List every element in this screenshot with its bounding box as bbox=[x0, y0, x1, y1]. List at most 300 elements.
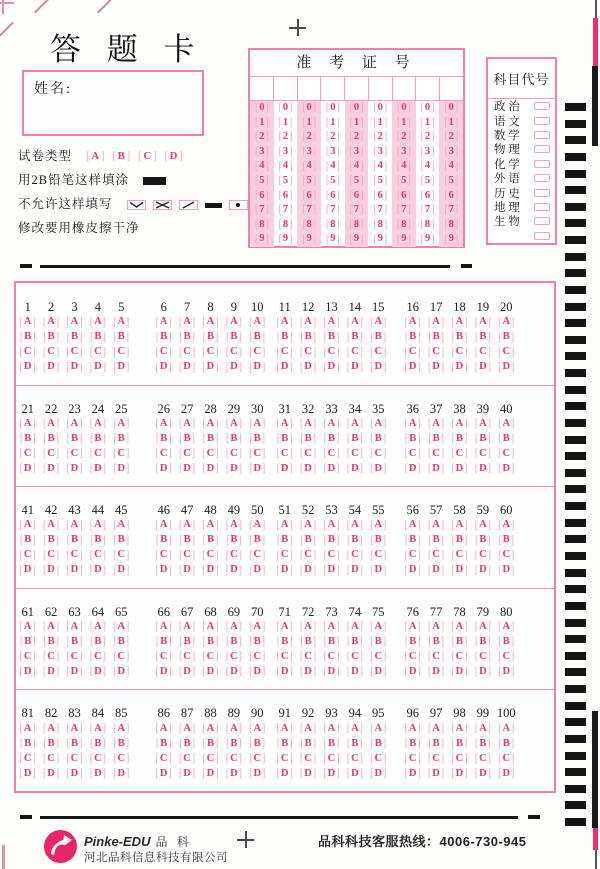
bubble-q20-D[interactable] bbox=[498, 362, 514, 373]
bubble-q90-D[interactable] bbox=[249, 766, 266, 780]
ticket-digit-col5-6[interactable] bbox=[349, 188, 364, 202]
bubble-q43-D[interactable] bbox=[66, 565, 82, 576]
bubble-q30-C[interactable] bbox=[249, 446, 266, 461]
bubble-q48-A[interactable] bbox=[202, 520, 218, 531]
ticket-digit-col8-3[interactable] bbox=[420, 144, 435, 159]
bubble-q57-B[interactable] bbox=[428, 535, 444, 546]
bubble-q4-C[interactable] bbox=[90, 347, 106, 358]
bubble-q58-C[interactable] bbox=[451, 550, 467, 561]
bubble-q28-C[interactable] bbox=[202, 446, 219, 461]
bubble-q39-D[interactable] bbox=[474, 461, 491, 476]
bubble-q85-D[interactable] bbox=[113, 766, 130, 780]
ticket-digit-col5-4[interactable] bbox=[350, 161, 364, 172]
bubble-q79-B[interactable] bbox=[475, 637, 491, 648]
bubble-q2-C[interactable] bbox=[43, 347, 59, 358]
bubble-q42-D[interactable] bbox=[43, 565, 59, 576]
bubble-q82-B[interactable] bbox=[43, 736, 59, 750]
bubble-q83-A[interactable] bbox=[66, 721, 83, 735]
bubble-q91-D[interactable] bbox=[276, 766, 293, 780]
bubble-q50-D[interactable] bbox=[249, 565, 265, 576]
bubble-q18-B[interactable] bbox=[452, 332, 468, 343]
bubble-q94-A[interactable] bbox=[346, 721, 363, 735]
bubble-q68-D[interactable] bbox=[202, 667, 218, 678]
bubble-q33-B[interactable] bbox=[323, 431, 340, 446]
ticket-digit-col6-3[interactable] bbox=[373, 144, 388, 159]
bubble-q13-A[interactable] bbox=[323, 317, 339, 328]
bubble-q55-C[interactable] bbox=[370, 550, 386, 561]
bubble-q67-A[interactable] bbox=[179, 622, 195, 633]
bubble-q98-A[interactable] bbox=[451, 721, 468, 735]
bubble-q7-C[interactable] bbox=[179, 347, 195, 358]
bubble-q85-C[interactable] bbox=[113, 751, 130, 765]
bubble-q26-D[interactable] bbox=[155, 461, 172, 476]
ticket-digit-col7-9[interactable] bbox=[397, 234, 411, 245]
ticket-write-cell-2[interactable] bbox=[273, 77, 297, 100]
bubble-q19-D[interactable] bbox=[475, 362, 491, 373]
bubble-q10-C[interactable] bbox=[249, 347, 265, 358]
ticket-digit-col4-2[interactable] bbox=[326, 132, 340, 143]
bubble-q21-B[interactable] bbox=[19, 431, 36, 446]
bubble-q93-A[interactable] bbox=[323, 721, 340, 735]
bubble-q79-C[interactable] bbox=[475, 652, 491, 663]
bubble-q5-D[interactable] bbox=[113, 362, 129, 373]
bubble-q59-D[interactable] bbox=[475, 565, 491, 576]
bubble-q89-A[interactable] bbox=[225, 721, 242, 735]
paper-type-bubble-D[interactable] bbox=[164, 149, 184, 164]
subject-bubble-数学[interactable] bbox=[534, 131, 550, 139]
ticket-digit-col4-5[interactable] bbox=[326, 176, 340, 187]
bubble-q20-A[interactable] bbox=[498, 317, 514, 328]
ticket-digit-col1-5[interactable] bbox=[255, 176, 269, 187]
bubble-q92-B[interactable] bbox=[300, 736, 316, 750]
ticket-write-cell-5[interactable] bbox=[344, 77, 368, 100]
bubble-q70-A[interactable] bbox=[249, 622, 265, 633]
bubble-q71-A[interactable] bbox=[277, 622, 293, 633]
bubble-q21-A[interactable] bbox=[19, 416, 36, 431]
bubble-q62-D[interactable] bbox=[43, 667, 59, 678]
bubble-q38-A[interactable] bbox=[451, 416, 468, 431]
bubble-q27-D[interactable] bbox=[178, 461, 196, 476]
bubble-q38-B[interactable] bbox=[451, 431, 468, 446]
bubble-q39-A[interactable] bbox=[474, 416, 491, 431]
bubble-q58-A[interactable] bbox=[451, 520, 467, 531]
bubble-q49-B[interactable] bbox=[226, 535, 242, 546]
bubble-q26-B[interactable] bbox=[155, 431, 172, 446]
ticket-digit-col3-1[interactable] bbox=[302, 115, 317, 129]
bubble-q83-C[interactable] bbox=[66, 751, 83, 765]
bubble-q98-D[interactable] bbox=[451, 766, 468, 780]
bubble-q93-B[interactable] bbox=[323, 736, 340, 750]
bubble-q79-A[interactable] bbox=[475, 622, 491, 633]
bubble-q98-C[interactable] bbox=[451, 751, 468, 765]
bubble-q41-C[interactable] bbox=[20, 550, 36, 561]
bubble-q68-B[interactable] bbox=[203, 637, 219, 648]
bubble-q46-A[interactable] bbox=[156, 520, 172, 531]
ticket-digit-col2-1[interactable] bbox=[278, 115, 293, 129]
paper-type-bubble-B[interactable] bbox=[112, 149, 132, 164]
bubble-q60-C[interactable] bbox=[498, 550, 514, 561]
bubble-q40-C[interactable] bbox=[498, 446, 515, 461]
bubble-q71-D[interactable] bbox=[277, 667, 293, 678]
bubble-q61-B[interactable] bbox=[20, 637, 36, 648]
bubble-q10-D[interactable] bbox=[249, 362, 265, 373]
ticket-write-cell-8[interactable] bbox=[415, 77, 439, 100]
bubble-q40-A[interactable] bbox=[498, 416, 515, 431]
bubble-q49-D[interactable] bbox=[226, 565, 242, 576]
bubble-q42-C[interactable] bbox=[43, 550, 59, 561]
bubble-q97-D[interactable] bbox=[427, 766, 445, 780]
bubble-q5-A[interactable] bbox=[113, 317, 129, 328]
bubble-q3-C[interactable] bbox=[66, 347, 82, 358]
bubble-q63-A[interactable] bbox=[66, 622, 82, 633]
bubble-q12-D[interactable] bbox=[300, 362, 316, 373]
bubble-q90-C[interactable] bbox=[249, 751, 266, 765]
bubble-q65-B[interactable] bbox=[113, 637, 129, 648]
ticket-digit-col3-6[interactable] bbox=[302, 188, 317, 202]
ticket-digit-col5-7[interactable] bbox=[350, 205, 364, 216]
bubble-q84-D[interactable] bbox=[89, 766, 106, 780]
bubble-q63-B[interactable] bbox=[67, 637, 83, 648]
bubble-q24-B[interactable] bbox=[90, 431, 106, 446]
bubble-q10-A[interactable] bbox=[249, 317, 265, 328]
bubble-q13-D[interactable] bbox=[323, 362, 339, 373]
bubble-q23-C[interactable] bbox=[66, 446, 83, 461]
bubble-q59-C[interactable] bbox=[475, 550, 491, 561]
bubble-q31-B[interactable] bbox=[276, 431, 293, 446]
bubble-q32-C[interactable] bbox=[299, 446, 317, 461]
bubble-q17-D[interactable] bbox=[428, 362, 444, 373]
bubble-q29-D[interactable] bbox=[225, 461, 242, 476]
bubble-q63-C[interactable] bbox=[66, 652, 82, 663]
ticket-digit-col3-2[interactable] bbox=[302, 132, 316, 143]
bubble-q58-D[interactable] bbox=[451, 565, 467, 576]
ticket-digit-col6-0[interactable] bbox=[373, 103, 387, 114]
ticket-digit-col8-0[interactable] bbox=[421, 103, 435, 114]
bubble-q73-B[interactable] bbox=[324, 637, 340, 648]
bubble-q87-B[interactable] bbox=[179, 736, 195, 750]
bubble-q41-A[interactable] bbox=[20, 520, 36, 531]
bubble-q27-A[interactable] bbox=[178, 416, 196, 431]
bubble-q22-D[interactable] bbox=[42, 461, 60, 476]
bubble-q14-A[interactable] bbox=[347, 317, 363, 328]
bubble-q30-A[interactable] bbox=[249, 416, 266, 431]
bubble-q36-A[interactable] bbox=[404, 416, 421, 431]
bubble-q15-D[interactable] bbox=[370, 362, 386, 373]
bubble-q81-C[interactable] bbox=[19, 751, 36, 765]
bubble-q84-B[interactable] bbox=[90, 736, 106, 750]
bubble-q41-D[interactable] bbox=[20, 565, 36, 576]
bubble-q52-D[interactable] bbox=[300, 565, 316, 576]
ticket-digit-col5-8[interactable] bbox=[349, 217, 364, 232]
subject-bubble-生物[interactable] bbox=[534, 217, 550, 225]
bubble-q83-B[interactable] bbox=[66, 736, 83, 750]
bubble-q44-A[interactable] bbox=[90, 520, 106, 531]
bubble-q22-B[interactable] bbox=[43, 431, 59, 446]
ticket-write-cell-7[interactable] bbox=[392, 77, 416, 100]
bubble-q48-C[interactable] bbox=[202, 550, 218, 561]
bubble-q51-C[interactable] bbox=[277, 550, 293, 561]
ticket-digit-col3-4[interactable] bbox=[302, 161, 316, 172]
ticket-digit-col1-1[interactable] bbox=[254, 115, 269, 129]
bubble-q76-D[interactable] bbox=[405, 667, 421, 678]
bubble-q19-C[interactable] bbox=[475, 347, 491, 358]
bubble-q80-A[interactable] bbox=[498, 622, 514, 633]
bubble-q11-B[interactable] bbox=[277, 332, 293, 343]
bubble-q8-C[interactable] bbox=[202, 347, 218, 358]
bubble-q61-D[interactable] bbox=[20, 667, 36, 678]
bubble-q93-C[interactable] bbox=[323, 751, 340, 765]
bubble-q26-A[interactable] bbox=[155, 416, 172, 431]
bubble-q40-B[interactable] bbox=[498, 431, 515, 446]
bubble-q36-B[interactable] bbox=[404, 431, 421, 446]
bubble-q1-C[interactable] bbox=[20, 347, 36, 358]
subject-bubble-历史[interactable] bbox=[534, 189, 550, 197]
bubble-q55-D[interactable] bbox=[370, 565, 386, 576]
ticket-digit-col8-2[interactable] bbox=[421, 132, 435, 143]
bubble-q98-B[interactable] bbox=[451, 736, 468, 750]
ticket-digit-col3-5[interactable] bbox=[302, 176, 316, 187]
bubble-q34-A[interactable] bbox=[346, 416, 363, 431]
ticket-digit-col3-8[interactable] bbox=[302, 217, 317, 232]
bubble-q39-C[interactable] bbox=[474, 446, 491, 461]
ticket-digit-col7-2[interactable] bbox=[397, 132, 411, 143]
bubble-q77-A[interactable] bbox=[428, 622, 444, 633]
bubble-q73-D[interactable] bbox=[323, 667, 339, 678]
ticket-digit-col2-7[interactable] bbox=[279, 205, 293, 216]
bubble-q32-B[interactable] bbox=[300, 431, 316, 446]
bubble-q85-B[interactable] bbox=[113, 736, 130, 750]
bubble-q14-C[interactable] bbox=[347, 347, 363, 358]
bubble-q29-C[interactable] bbox=[225, 446, 242, 461]
subject-bubble-语文[interactable] bbox=[534, 117, 550, 125]
bubble-q8-D[interactable] bbox=[202, 362, 218, 373]
bubble-q44-C[interactable] bbox=[90, 550, 106, 561]
bubble-q50-B[interactable] bbox=[249, 535, 265, 546]
bubble-q76-A[interactable] bbox=[405, 622, 421, 633]
bubble-q88-D[interactable] bbox=[202, 766, 219, 780]
bubble-q15-B[interactable] bbox=[370, 332, 386, 343]
bubble-q11-A[interactable] bbox=[277, 317, 293, 328]
bubble-q36-C[interactable] bbox=[404, 446, 421, 461]
bubble-q92-A[interactable] bbox=[299, 721, 317, 735]
paper-type-bubble-C[interactable] bbox=[138, 149, 158, 164]
bubble-q6-A[interactable] bbox=[156, 317, 172, 328]
bubble-q65-D[interactable] bbox=[113, 667, 129, 678]
bubble-q35-B[interactable] bbox=[370, 431, 387, 446]
ticket-digit-col1-0[interactable] bbox=[255, 103, 269, 114]
bubble-q35-C[interactable] bbox=[370, 446, 387, 461]
bubble-q74-D[interactable] bbox=[347, 667, 363, 678]
bubble-q6-D[interactable] bbox=[156, 362, 172, 373]
bubble-q1-A[interactable] bbox=[20, 317, 36, 328]
ticket-digit-col9-1[interactable] bbox=[444, 115, 459, 129]
bubble-q32-A[interactable] bbox=[299, 416, 317, 431]
bubble-q78-D[interactable] bbox=[451, 667, 467, 678]
ticket-digit-col6-1[interactable] bbox=[373, 115, 388, 129]
ticket-digit-col3-0[interactable] bbox=[302, 103, 316, 114]
bubble-q89-D[interactable] bbox=[225, 766, 242, 780]
bubble-q16-B[interactable] bbox=[405, 332, 421, 343]
bubble-q71-B[interactable] bbox=[277, 637, 293, 648]
bubble-q80-B[interactable] bbox=[498, 637, 514, 648]
ticket-digit-col1-8[interactable] bbox=[254, 217, 269, 232]
bubble-q83-D[interactable] bbox=[66, 766, 83, 780]
bubble-q28-D[interactable] bbox=[202, 461, 219, 476]
bubble-q14-D[interactable] bbox=[347, 362, 363, 373]
bubble-q99-C[interactable] bbox=[474, 751, 491, 765]
bubble-q53-B[interactable] bbox=[324, 535, 340, 546]
bubble-q45-A[interactable] bbox=[113, 520, 129, 531]
bubble-q29-B[interactable] bbox=[226, 431, 242, 446]
bubble-q27-B[interactable] bbox=[179, 431, 195, 446]
bubble-q9-C[interactable] bbox=[226, 347, 242, 358]
bubble-q39-B[interactable] bbox=[475, 431, 491, 446]
ticket-digit-col9-6[interactable] bbox=[444, 188, 459, 202]
bubble-q66-A[interactable] bbox=[156, 622, 172, 633]
ticket-digit-col2-0[interactable] bbox=[279, 103, 293, 114]
bubble-q9-A[interactable] bbox=[226, 317, 242, 328]
ticket-digit-col2-3[interactable] bbox=[278, 144, 293, 159]
ticket-digit-col3-3[interactable] bbox=[302, 144, 317, 159]
bubble-q47-B[interactable] bbox=[179, 535, 195, 546]
bubble-q33-C[interactable] bbox=[323, 446, 340, 461]
bubble-q59-A[interactable] bbox=[475, 520, 491, 531]
bubble-q7-D[interactable] bbox=[179, 362, 195, 373]
bubble-q2-B[interactable] bbox=[43, 332, 59, 343]
bubble-q45-D[interactable] bbox=[113, 565, 129, 576]
ticket-digit-col5-5[interactable] bbox=[350, 176, 364, 187]
bubble-q6-B[interactable] bbox=[156, 332, 172, 343]
ticket-digit-col4-9[interactable] bbox=[326, 234, 340, 245]
ticket-digit-col4-4[interactable] bbox=[326, 161, 340, 172]
bubble-q86-C[interactable] bbox=[155, 751, 172, 765]
bubble-q21-D[interactable] bbox=[19, 461, 36, 476]
bubble-q90-A[interactable] bbox=[249, 721, 266, 735]
bubble-q43-B[interactable] bbox=[67, 535, 83, 546]
ticket-digit-col6-8[interactable] bbox=[373, 217, 388, 232]
bubble-q96-A[interactable] bbox=[404, 721, 421, 735]
bubble-q55-A[interactable] bbox=[370, 520, 386, 531]
ticket-digit-col9-0[interactable] bbox=[444, 103, 458, 114]
ticket-digit-col6-5[interactable] bbox=[373, 176, 387, 187]
bubble-q10-B[interactable] bbox=[249, 332, 265, 343]
ticket-digit-col1-6[interactable] bbox=[254, 188, 269, 202]
ticket-digit-col7-3[interactable] bbox=[396, 144, 411, 159]
bubble-q61-A[interactable] bbox=[20, 622, 36, 633]
bubble-q86-A[interactable] bbox=[155, 721, 172, 735]
subject-bubble-政治[interactable] bbox=[534, 102, 550, 110]
subject-bubble-化学[interactable] bbox=[534, 160, 550, 168]
bubble-q18-A[interactable] bbox=[451, 317, 467, 328]
bubble-q52-C[interactable] bbox=[300, 550, 316, 561]
bubble-q68-C[interactable] bbox=[202, 652, 218, 663]
bubble-q63-D[interactable] bbox=[66, 667, 82, 678]
bubble-q47-A[interactable] bbox=[179, 520, 195, 531]
bubble-q44-B[interactable] bbox=[90, 535, 106, 546]
bubble-q26-C[interactable] bbox=[155, 446, 172, 461]
bubble-q68-A[interactable] bbox=[202, 622, 218, 633]
bubble-q42-A[interactable] bbox=[43, 520, 59, 531]
bubble-q52-B[interactable] bbox=[300, 535, 316, 546]
bubble-q16-D[interactable] bbox=[405, 362, 421, 373]
bubble-q97-A[interactable] bbox=[427, 721, 445, 735]
ticket-digit-col4-1[interactable] bbox=[325, 115, 340, 129]
bubble-q25-D[interactable] bbox=[113, 461, 130, 476]
bubble-q53-A[interactable] bbox=[323, 520, 339, 531]
bubble-q97-C[interactable] bbox=[427, 751, 445, 765]
ticket-digit-col4-8[interactable] bbox=[325, 217, 340, 232]
ticket-write-cell-3[interactable] bbox=[297, 77, 321, 100]
bubble-q67-D[interactable] bbox=[179, 667, 195, 678]
bubble-q78-B[interactable] bbox=[452, 637, 468, 648]
bubble-q2-D[interactable] bbox=[43, 362, 59, 373]
bubble-q90-B[interactable] bbox=[249, 736, 266, 750]
bubble-q57-A[interactable] bbox=[428, 520, 444, 531]
bubble-q17-B[interactable] bbox=[428, 332, 444, 343]
bubble-q16-A[interactable] bbox=[405, 317, 421, 328]
bubble-q54-B[interactable] bbox=[347, 535, 363, 546]
bubble-q67-C[interactable] bbox=[179, 652, 195, 663]
bubble-q75-A[interactable] bbox=[370, 622, 386, 633]
bubble-q77-B[interactable] bbox=[428, 637, 444, 648]
bubble-q23-B[interactable] bbox=[66, 431, 83, 446]
bubble-q87-A[interactable] bbox=[178, 721, 196, 735]
bubble-q44-D[interactable] bbox=[90, 565, 106, 576]
bubble-q70-B[interactable] bbox=[249, 637, 265, 648]
ticket-digit-col4-6[interactable] bbox=[325, 188, 340, 202]
bubble-q60-B[interactable] bbox=[498, 535, 514, 546]
bubble-q49-C[interactable] bbox=[226, 550, 242, 561]
bubble-q87-C[interactable] bbox=[178, 751, 196, 765]
bubble-q82-D[interactable] bbox=[42, 766, 60, 780]
bubble-q50-C[interactable] bbox=[249, 550, 265, 561]
bubble-q72-C[interactable] bbox=[300, 652, 316, 663]
ticket-digit-col1-2[interactable] bbox=[255, 132, 269, 143]
bubble-q38-C[interactable] bbox=[451, 446, 468, 461]
bubble-q40-D[interactable] bbox=[498, 461, 515, 476]
bubble-q56-D[interactable] bbox=[405, 565, 421, 576]
bubble-q13-C[interactable] bbox=[323, 347, 339, 358]
ticket-digit-col2-9[interactable] bbox=[279, 234, 293, 245]
bubble-q34-D[interactable] bbox=[346, 461, 363, 476]
bubble-q11-D[interactable] bbox=[277, 362, 293, 373]
bubble-q77-D[interactable] bbox=[428, 667, 444, 678]
ticket-digit-col2-4[interactable] bbox=[279, 161, 293, 172]
bubble-q54-D[interactable] bbox=[347, 565, 363, 576]
bubble-q8-B[interactable] bbox=[203, 332, 219, 343]
bubble-q51-D[interactable] bbox=[277, 565, 293, 576]
bubble-q21-C[interactable] bbox=[19, 446, 36, 461]
bubble-q4-A[interactable] bbox=[90, 317, 106, 328]
bubble-q22-A[interactable] bbox=[42, 416, 60, 431]
bubble-q81-B[interactable] bbox=[19, 736, 36, 750]
ticket-digit-col9-3[interactable] bbox=[444, 144, 459, 159]
bubble-q73-C[interactable] bbox=[323, 652, 339, 663]
bubble-q17-C[interactable] bbox=[428, 347, 444, 358]
bubble-q82-C[interactable] bbox=[42, 751, 60, 765]
bubble-q24-C[interactable] bbox=[89, 446, 106, 461]
bubble-q46-B[interactable] bbox=[156, 535, 172, 546]
ticket-digit-col5-1[interactable] bbox=[349, 115, 364, 129]
bubble-q55-B[interactable] bbox=[370, 535, 386, 546]
bubble-q30-D[interactable] bbox=[249, 461, 266, 476]
bubble-q50-A[interactable] bbox=[249, 520, 265, 531]
bubble-q95-B[interactable] bbox=[370, 736, 387, 750]
bubble-q74-B[interactable] bbox=[347, 637, 363, 648]
bubble-q99-A[interactable] bbox=[474, 721, 491, 735]
bubble-q89-B[interactable] bbox=[226, 736, 242, 750]
bubble-q9-D[interactable] bbox=[226, 362, 242, 373]
